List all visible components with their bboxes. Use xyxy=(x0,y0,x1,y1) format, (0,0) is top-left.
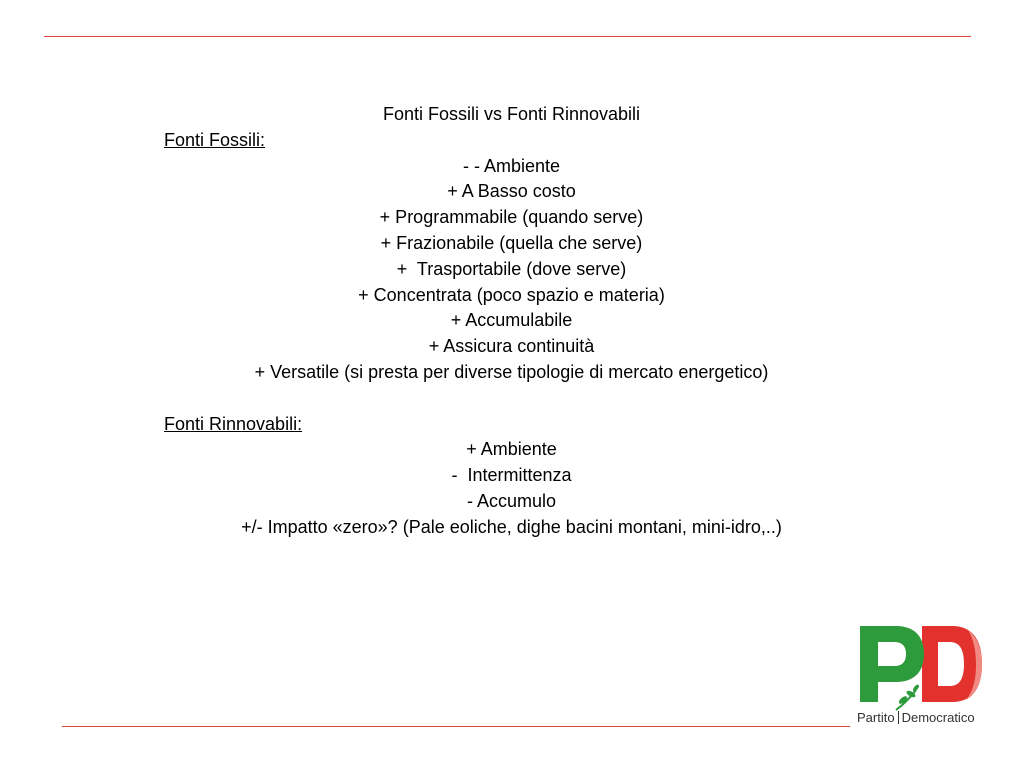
fossil-item: + Versatile (si presta per diverse tipologie di mercato energetico) xyxy=(254,361,769,382)
slide-content xyxy=(164,102,859,541)
renewable-item: +/- Impatto «zero»? (Pale eoliche, dighe bacini montani, mini-idro,..) xyxy=(241,516,782,537)
top-divider xyxy=(44,36,971,37)
section-spacer xyxy=(164,386,859,412)
renewable-item: + Ambiente xyxy=(466,439,557,460)
fossil-item: + Frazionabile (quella che serve) xyxy=(380,232,643,253)
logo-name-right: Democratico xyxy=(901,710,975,725)
logo-separator xyxy=(898,711,899,724)
bottom-divider xyxy=(62,726,850,727)
fossil-item: + Programmabile (quando serve) xyxy=(379,207,644,228)
logo-name-left: Partito xyxy=(857,710,895,725)
fossil-item: - - Ambiente xyxy=(462,155,561,176)
fossil-item: + Accumulabile xyxy=(450,310,573,331)
slide-title: Fonti Fossili vs Fonti Rinnovabili xyxy=(382,104,641,124)
fossil-item: + Concentrata (poco spazio e materia) xyxy=(358,284,665,305)
fossil-item: + A Basso costo xyxy=(447,181,576,202)
fossil-heading: Fonti Fossili: xyxy=(164,129,266,150)
logo-text xyxy=(857,710,975,725)
fossil-item: + Trasportabile (dove serve) xyxy=(396,258,627,279)
renewable-item: - Intermittenza xyxy=(451,465,572,486)
fossil-item: + Assicura continuità xyxy=(428,336,595,357)
renewable-heading: Fonti Rinnovabili: xyxy=(164,413,303,434)
renewable-item: - Accumulo xyxy=(466,490,557,511)
